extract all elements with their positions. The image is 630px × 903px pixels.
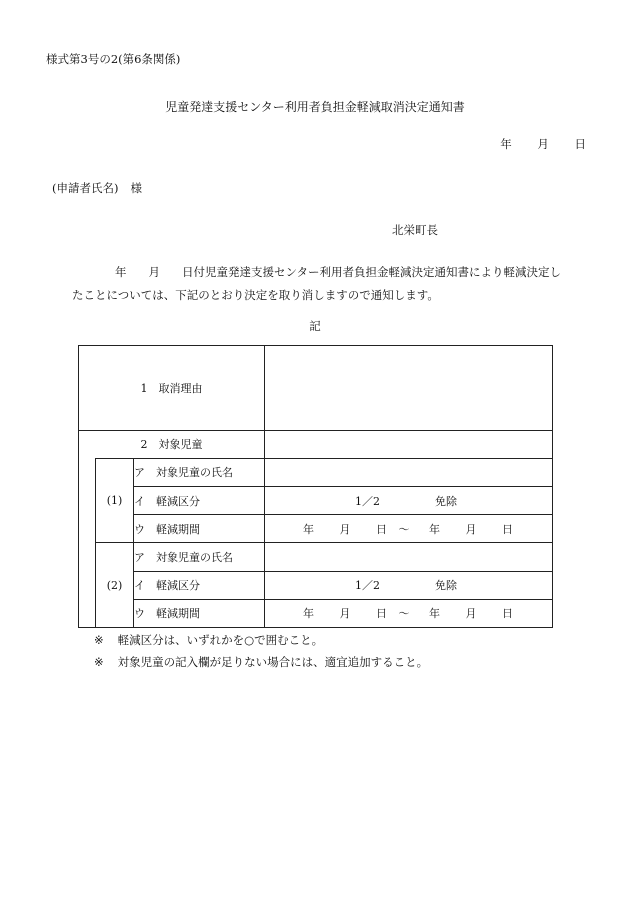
issuer: 北栄町長 (392, 223, 438, 237)
group-1-name-label: ア 対象児童の氏名 (134, 458, 265, 486)
period-end-month: 月 (465, 607, 477, 621)
note-mark: ※ (94, 655, 104, 669)
group-1-name-field[interactable] (265, 458, 553, 486)
group-1-label: (1) (96, 458, 134, 543)
period-end-year: 年 (429, 522, 440, 536)
option-exempt[interactable]: 免除 (435, 579, 457, 593)
note-mark: ※ (94, 633, 104, 647)
group-2-period-row (79, 599, 553, 627)
group-2-label: (2) (96, 543, 134, 628)
period-end-day: 日 (502, 607, 513, 621)
period-start-day: 日 (376, 607, 387, 621)
group-2-name-field[interactable] (265, 543, 553, 571)
group-2-period-field[interactable] (265, 599, 553, 627)
group-2-category-row (79, 571, 553, 599)
period-start-year: 年 (303, 522, 314, 536)
period-end-month: 月 (465, 522, 477, 536)
honorific: 様 (130, 181, 142, 195)
body-month: 月 (148, 265, 160, 279)
target-children-row (79, 430, 553, 458)
group-1-name-row (79, 458, 553, 486)
body-line-2: たことについては、下記のとおり決定を取り消しますので通知します。 (72, 288, 439, 302)
indent-cell (79, 458, 96, 627)
option-half[interactable]: 1／2 (355, 579, 380, 593)
form-number: 様式第3号の2(第6条関係) (46, 52, 181, 66)
group-1-category-row (79, 486, 553, 514)
date-year: 年 (500, 137, 512, 151)
period-tilde: ～ (398, 607, 410, 621)
body-year: 年 (115, 265, 127, 279)
group-1-category-label: イ 軽減区分 (134, 486, 265, 514)
document-title: 児童発達支援センター利用者負担金軽減取消決定通知書 (165, 100, 465, 114)
group-2-category-label: イ 軽減区分 (134, 571, 265, 599)
cancel-reason-row (79, 346, 553, 431)
period-start-day: 日 (376, 522, 387, 536)
period-tilde: ～ (398, 522, 410, 536)
addressee (52, 180, 142, 196)
issue-date (478, 136, 586, 152)
body-line-1 (115, 264, 561, 280)
note-text: 対象児童の記入欄が足りない場合には、適宜追加すること。 (117, 655, 429, 669)
option-half[interactable]: 1／2 (355, 494, 380, 508)
group-1-category-options[interactable] (265, 486, 553, 514)
note-text: 軽減区分は、いずれかを○で囲むこと。 (117, 633, 324, 647)
cancel-reason-field[interactable] (265, 346, 553, 431)
details-table (78, 345, 553, 628)
target-children-field (265, 430, 553, 458)
applicant-name: (申請者氏名) (52, 181, 119, 195)
date-day: 日 (574, 137, 586, 151)
group-2-name-label: ア 対象児童の氏名 (134, 543, 265, 571)
date-month: 月 (537, 137, 549, 151)
note-1 (94, 632, 323, 648)
group-2-period-label: ウ 軽減期間 (134, 599, 265, 627)
option-exempt[interactable]: 免除 (435, 494, 457, 508)
group-2-name-row (79, 543, 553, 571)
group-1-period-label: ウ 軽減期間 (134, 515, 265, 543)
body-text-1: 日付児童発達支援センター利用者負担金軽減決定通知書により軽減決定し (182, 265, 562, 279)
period-start-month: 月 (339, 607, 351, 621)
period-start-month: 月 (339, 522, 351, 536)
period-start-year: 年 (303, 607, 314, 621)
group-1-period-row (79, 515, 553, 543)
period-end-year: 年 (429, 607, 440, 621)
ki-heading: 記 (309, 319, 321, 333)
target-children-label: 2 対象児童 (79, 430, 265, 458)
cancel-reason-label: 1 取消理由 (79, 346, 265, 431)
group-2-category-options[interactable] (265, 571, 553, 599)
note-2 (94, 654, 428, 670)
group-1-period-field[interactable] (265, 515, 553, 543)
period-end-day: 日 (502, 522, 513, 536)
